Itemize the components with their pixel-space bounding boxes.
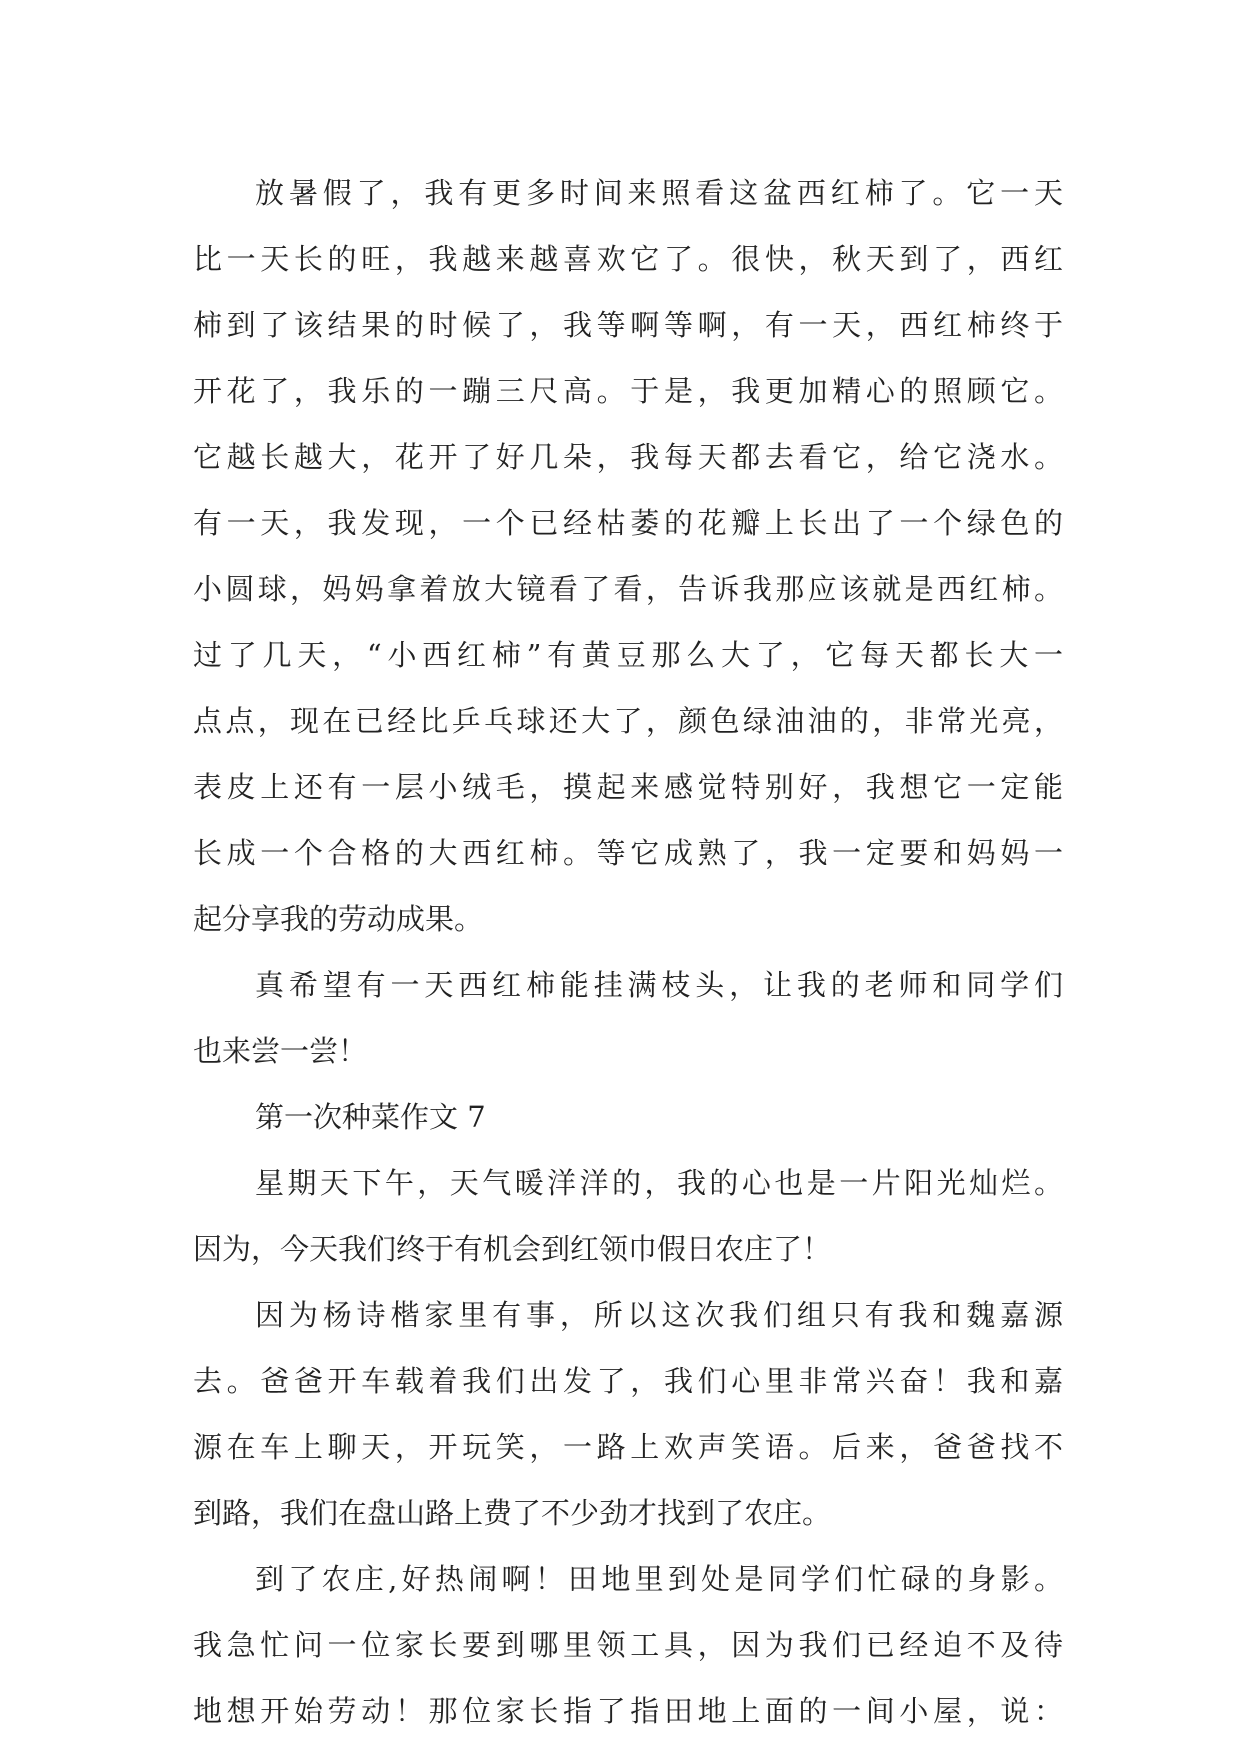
text-line: 表皮上还有一层小绒毛，摸起来感觉特别好，我想它一定能: [193, 770, 1063, 804]
text-line: 我急忙问一位家长要到哪里领工具，因为我们已经迫不及待: [193, 1628, 1063, 1662]
text-line: 过了几天，“小西红柿”有黄豆那么大了，它每天都长大一: [193, 638, 1063, 672]
document-page: [193, 160, 1063, 1744]
text-line: 地想开始劳动！那位家长指了指田地上面的一间小屋，说：: [193, 1694, 1063, 1728]
text-line: 到路，我们在盘山路上费了不少劲才找到了农庄。: [193, 1496, 832, 1530]
text-line: 源在车上聊天，开玩笑，一路上欢声笑语。后来，爸爸找不: [193, 1430, 1063, 1464]
text-line: 比一天长的旺，我越来越喜欢它了。很快，秋天到了，西红: [193, 242, 1063, 276]
text-line: 起分享我的劳动成果。: [193, 902, 484, 936]
text-line: 点点，现在已经比乒乓球还大了，颜色绿油油的，非常光亮，: [193, 704, 1063, 738]
text-line: 开花了，我乐的一蹦三尺高。于是，我更加精心的照顾它。: [193, 374, 1063, 408]
text-line: 小圆球，妈妈拿着放大镜看了看，告诉我那应该就是西红柿。: [193, 572, 1063, 606]
text-line: 真希望有一天西红柿能挂满枝头，让我的老师和同学们: [255, 968, 1063, 1002]
text-line: 长成一个合格的大西红柿。等它成熟了，我一定要和妈妈一: [193, 836, 1063, 870]
text-line: 它越长越大，花开了好几朵，我每天都去看它，给它浇水。: [193, 440, 1063, 474]
text-line: 去。爸爸开车载着我们出发了，我们心里非常兴奋！我和嘉: [193, 1364, 1063, 1398]
text-line: 因为，今天我们终于有机会到红领巾假日农庄了！: [193, 1232, 832, 1266]
text-line: 因为杨诗楷家里有事，所以这次我们组只有我和魏嘉源: [255, 1298, 1063, 1332]
text-line: 第一次种菜作文 7: [255, 1100, 486, 1134]
text-line: 也来尝一尝！: [193, 1034, 368, 1068]
text-line: 放暑假了，我有更多时间来照看这盆西红柿了。它一天: [255, 176, 1063, 210]
text-line: 星期天下午，天气暖洋洋的，我的心也是一片阳光灿烂。: [255, 1166, 1063, 1200]
text-line: 柿到了该结果的时候了，我等啊等啊，有一天，西红柿终于: [193, 308, 1063, 342]
text-line: 到了农庄,好热闹啊！田地里到处是同学们忙碌的身影。: [255, 1562, 1063, 1596]
text-line: 有一天，我发现，一个已经枯萎的花瓣上长出了一个绿色的: [193, 506, 1063, 540]
